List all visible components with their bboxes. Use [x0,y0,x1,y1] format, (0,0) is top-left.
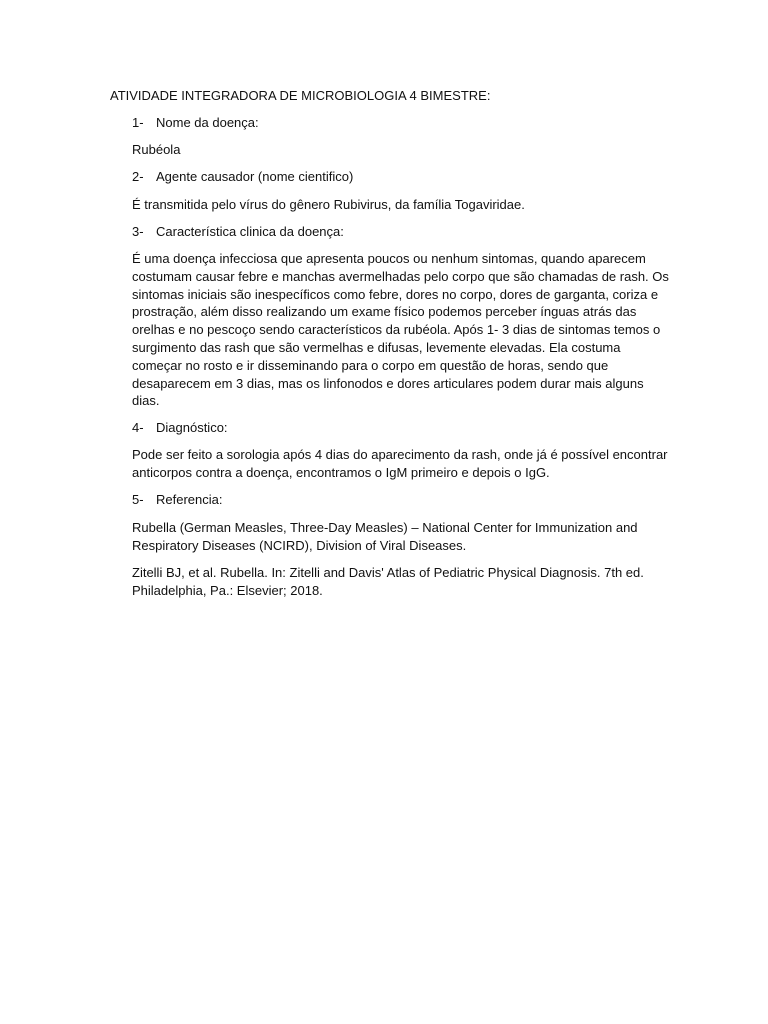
section-heading-5 [132,491,222,508]
section-heading-2 [132,168,353,185]
section-number: 2- [132,169,144,184]
section-heading-1 [132,114,259,131]
section-heading-text: Diagnóstico: [156,420,228,435]
reference-item: Zitelli BJ, et al. Rubella. In: Zitelli and Davis' Atlas of Pediatric Physical Diagnosis. 7th ed. Philadelphia, Pa.: Elsevier; 2018. [132,565,644,598]
section-heading-text: Nome da doença: [156,115,259,130]
section-number: 4- [132,420,144,435]
section-paragraph: Pode ser feito a sorologia após 4 dias do aparecimento da rash, onde já é possível encontrar anticorpos contra a doença, encontramos o IgM primeiro e depois o IgG. [132,447,668,480]
section-heading-text: Referencia: [156,492,223,507]
section-heading-3 [132,223,344,240]
section-paragraph: É transmitida pelo vírus do gênero Rubivirus, da família Togaviridae. [132,197,525,212]
reference-item: Rubella (German Measles, Three-Day Measles) – National Center for Immunization and Respiratory Diseases (NCIRD), Division of Viral Diseases. [132,520,638,553]
section-paragraph: É uma doença infecciosa que apresenta poucos ou nenhum sintomas, quando aparecem costumam causar febre e manchas avermelhadas pelo corpo que são chamadas de rash. Os sintomas iniciais são inespecíficos como febre, dores no corpo, dores de garganta, coriza e prostração, além disso realizando um exame físico podemos perceber ínguas atrás das orelhas e no pescoço sendo característicos da rubéola. Após 1- 3 dias de sintomas temos o surgimento das rash que são vermelhas e difusas, levemente elevadas. Ela costuma começar no rosto e ir disseminando para o corpo em questão de horas, sendo que desaparecem em 3 dias, mas os linfonodos e dores articulares podem durar mais alguns dias. [132,251,669,409]
section-heading-text: Agente causador (nome cientifico) [156,169,354,184]
document-title: ATIVIDADE INTEGRADORA DE MICROBIOLOGIA 4 BIMESTRE: [110,88,491,103]
section-heading-text: Característica clinica da doença: [156,224,344,239]
section-paragraph: Rubéola [132,142,181,157]
section-heading-4 [132,419,228,436]
section-number: 5- [132,492,144,507]
section-number: 1- [132,115,144,130]
section-number: 3- [132,224,144,239]
